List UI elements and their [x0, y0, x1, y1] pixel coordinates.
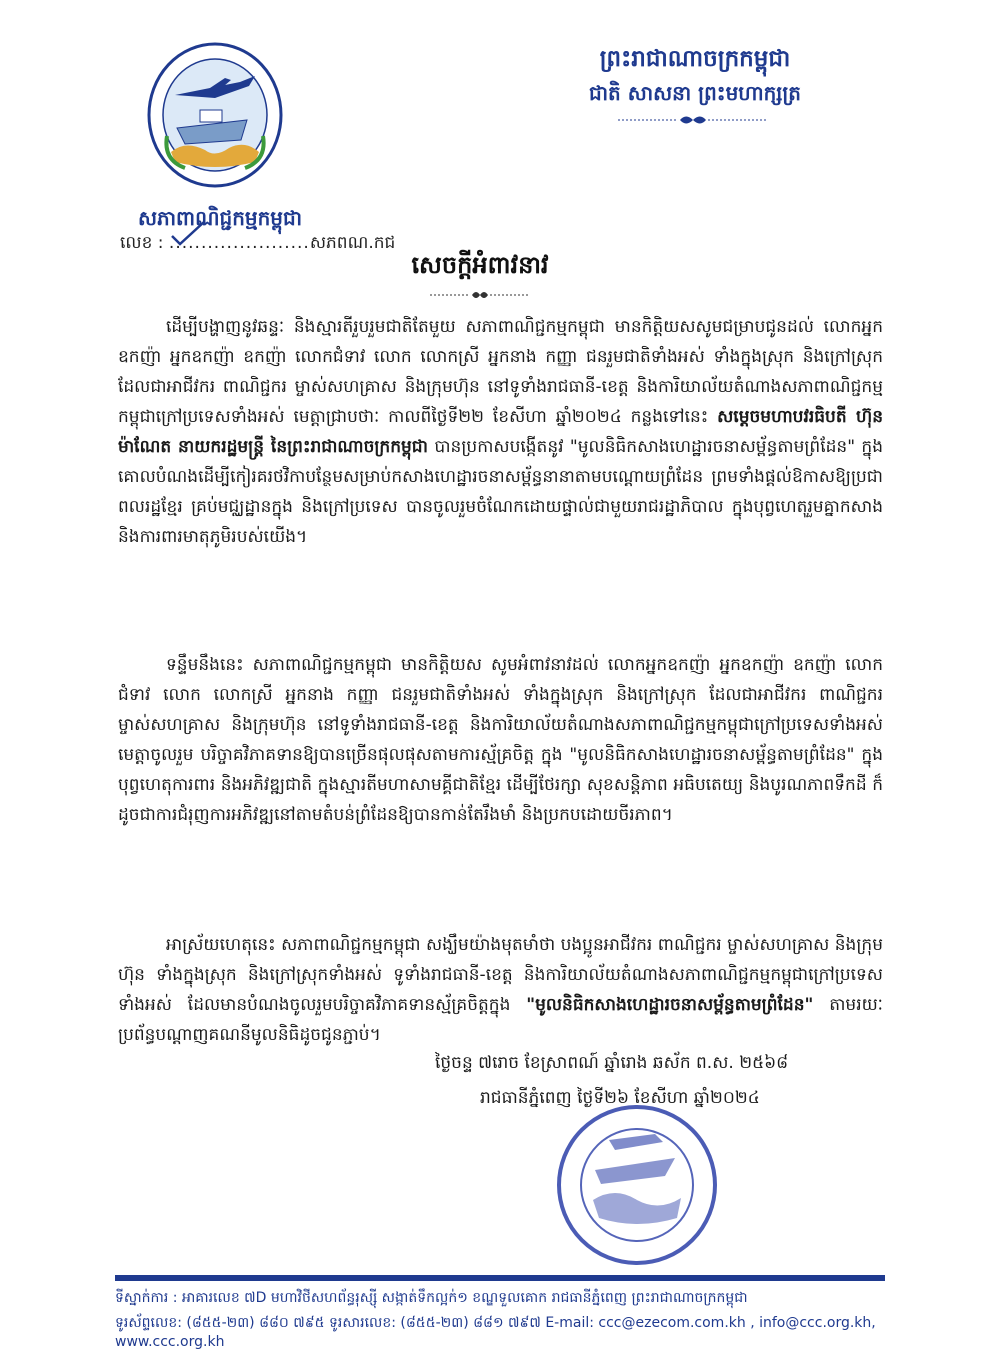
paragraph-1: [118, 312, 883, 552]
ref-dots-right: ..............: [220, 233, 310, 253]
paragraph-3-text-a: អាស្រ័យហេតុនេះ សភាពាណិជ្ជកម្មកម្ពុជា សង្ឃឹមយ៉ាងមុតមាំថា បងប្អូនអាជីវករ ពាណិជ្ជករ ម្ចាស់សហគ្រាស និងក្រុមហ៊ុន ទាំងក្នុងស្រុក និងក្រៅស្រុកទាំងអស់ ទូទាំងរាជធានី-ខេត្ត និងការិយាល័យតំណាងសភាពាណិជ្ជកម្មកម្ពុជាក្រៅប្រទេសទាំងអស់ ដែលមានបំណងចូលរួមបរិច្ចាគវិភាគទានស្ម័គ្រចិត្តក្នុង: [118, 935, 883, 1015]
lunar-date: ថ្ងៃចន្ទ ៧រោច ខែស្រាពណ៍ ឆ្នាំរោង ឆស័ក ព.ស. ២៥៦៨: [435, 1053, 789, 1073]
national-motto: ជាតិ សាសនា ព្រះមហាក្សត្រ: [589, 81, 801, 105]
prime-minister-name: សម្តេចមហាបវរធិបតី ហ៊ុន ម៉ាណែត នាយករដ្ឋមន្ត្រី នៃព្រះរាជាណាចក្រកម្ពុជា: [118, 407, 883, 457]
gregorian-date: រាជធានីភ្នំពេញ ថ្ងៃទី២៦ ខែសីហា ឆ្នាំ២០២៤: [480, 1088, 760, 1108]
paragraph-1-text-b: បានប្រកាសបង្កើតនូវ "មូលនិធិកសាងហេដ្ឋារចនាសម្ព័ន្ធតាមព្រំដែន" ក្នុងគោលបំណងដើម្បីកៀរគរថវិកាបន្ថែមសម្រាប់កសាងហេដ្ឋារចនាសម្ព័ន្ធនានាតាមបណ្តោយព្រំដែន ព្រមទាំងផ្តល់ឱកាសឱ្យប្រជាពលរដ្ឋខ្មែរ គ្រប់មជ្ឈដ្ឋានក្នុង និងក្រៅប្រទេស បានចូលរួមចំណែកដោយផ្ទាល់ជាមួយរាជរដ្ឋាភិបាល ក្នុងបុព្វហេតុរួមគ្នាកសាង និងការពារមាតុភូមិរបស់យើង។: [118, 437, 883, 547]
ref-dots-left: ........: [168, 233, 221, 253]
paragraph-2: ទន្ទឹមនឹងនេះ សភាពាណិជ្ជកម្មកម្ពុជា មានកិត្តិយស សូមអំពាវនាវដល់ លោកអ្នកឧកញ៉ា អ្នកឧកញ៉ា ឧកញ៉ា លោកជំទាវ លោក លោកស្រី អ្នកនាង កញ្ញា ជនរួមជាតិទាំងអស់ ទាំងក្នុងស្រុក និងក្រៅស្រុក ដែលជាអាជីវករ ពាណិជ្ជករ ម្ចាស់សហគ្រាស និងក្រុមហ៊ុន នៅទូទាំងរាជធានី-ខេត្ត និងការិយាល័យតំណាងសភាពាណិជ្ជកម្មកម្ពុជាក្រៅប្រទេសទាំងអស់ មេត្តាចូលរួម បរិច្ចាគវិភាគទានឱ្យបានច្រើនផុលផុសតាមការស្ម័គ្រចិត្ត ក្នុង "មូលនិធិកសាងហេដ្ឋារចនាសម្ព័ន្ធតាមព្រំដែន" ក្នុងបុព្វហេតុការពារ និងអភិវឌ្ឍជាតិ ក្នុងស្មារតីមហាសាមគ្គីជាតិខ្មែរ ដើម្បីថែរក្សា សុខសន្តិភាព អធិបតេយ្យ និងបូរណភាពទឹកដី ក៏ដូចជាការជំរុញការអភិវឌ្ឍនៅតាមតំបន់ព្រំដែនឱ្យបានកាន់តែរឹងមាំ និងប្រកបដោយចីរភាព។: [118, 655, 883, 825]
checkmark-icon: [168, 218, 208, 252]
paragraph-1-text-a: ដើម្បីបង្ហាញនូវឆន្ទៈ និងស្មារតីរួបរួមជាតិតែមួយ សភាពាណិជ្ជកម្មកម្ពុជា មានកិត្តិយសសូមជម្រាបជូនដល់ លោកអ្នកឧកញ៉ា អ្នកឧកញ៉ា ឧកញ៉ា លោកជំទាវ លោក លោកស្រី អ្នកនាង កញ្ញា ជនរួមជាតិទាំងអស់ ទាំងក្នុងស្រុក និងក្រៅស្រុក ដែលជាអាជីវករ ពាណិជ្ជករ ម្ចាស់សហគ្រាស និងក្រុមហ៊ុន នៅទូទាំងរាជធានី-ខេត្ត និងការិយាល័យតំណាងសភាពាណិជ្ជកម្មកម្ពុជាក្រៅប្រទេសទាំងអស់ មេត្តាជ្រាបថាៈ កាលពីថ្ងៃទី២២ ខែសីហា ឆ្នាំ២០២៤ កន្លងទៅនេះ: [118, 317, 883, 427]
footer-contact: ទូរស័ព្ទលេខ: (៨៥៥-២៣) ៨៨០ ៧៩៥ ទូរសារលេខ: (៨៥៥-២៣) ៨៨១ ៧៩៧ E-mail: ccc@ezecom.com.kh , info@ccc.org.kh, www.ccc.org.kh: [115, 1315, 876, 1350]
paragraph-3: [118, 930, 883, 1050]
ref-suffix: សភពណ.កជ: [309, 233, 396, 253]
official-seal: [545, 1100, 730, 1270]
title-ornament-icon: [430, 286, 530, 305]
paragraph-3-text-b: តាមរយៈប្រព័ន្ធបណ្តាញគណនីមូលនិធិដូចជូនភ្ជាប់។: [118, 995, 883, 1045]
document-title: សេចក្តីអំពាវនាវ: [411, 251, 549, 279]
ref-label: លេខ :: [120, 233, 164, 253]
footer-divider: [115, 1275, 885, 1281]
ornament-divider-icon: [618, 112, 768, 131]
organization-name: សភាពាណិជ្ជកម្មកម្ពុជា: [137, 206, 303, 230]
footer-address: ទីស្នាក់ការ : អាគារលេខ ៧D មហាវិថីសហព័ន្ធរុស្ស៊ី សង្កាត់ទឹកល្អក់១ ខណ្ឌទួលគោក រាជធានីភ្នំពេញ ព្រះរាជាណាចក្រកម្ពុជា: [115, 1290, 748, 1306]
kingdom-heading: ព្រះរាជាណាចក្រកម្ពុជា: [599, 46, 791, 72]
fund-name: "មូលនិធិកសាងហេដ្ឋារចនាសម្ព័ន្ធតាមព្រំដែន": [526, 995, 814, 1015]
chamber-logo: [145, 40, 285, 190]
